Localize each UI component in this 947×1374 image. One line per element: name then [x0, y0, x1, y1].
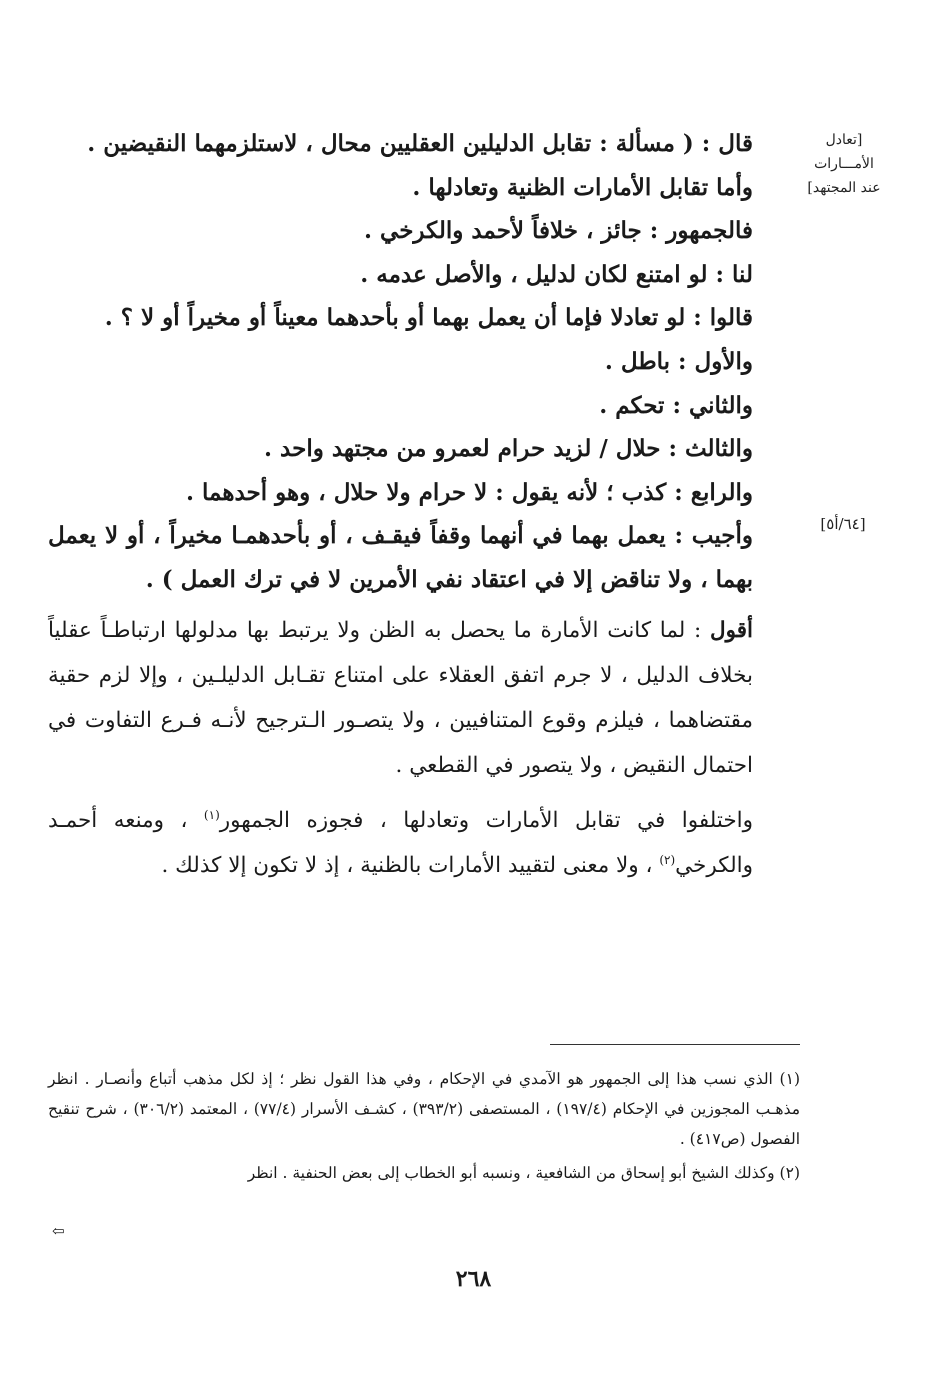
sharh-paragraph-2 [48, 798, 753, 888]
matn-line-1: قال : ( مسألة : تقابل الدليلين العقليين محال ، لاستلزمهما النقيضين . [87, 130, 753, 157]
margin-topic-line-3: عند المجتهد] [807, 180, 881, 196]
footnote-divider [550, 1044, 800, 1045]
footnote-ref-1[interactable]: (١) [203, 807, 220, 822]
footnote-2: (٢) وكذلك الشيخ أبو إسحاق من الشافعية ، ونسبه أبو الخطاب إلى بعض الحنفية . انظر [247, 1164, 800, 1182]
matn-line-5: قالوا : لو تعادلا فإما أن يعمل بهما أو بأحدهما معيناً أو مخيراً أو لا ؟ . [104, 304, 753, 332]
margin-topic-line-1: [تعادل [825, 132, 863, 148]
matn-line-4: لنا : لو امتنع لكان لدليل ، والأصل عدمه . [360, 260, 753, 288]
page-number: ٢٦٨ [455, 1266, 492, 1292]
margin-topic-line-2: الأمـــارات [814, 156, 874, 172]
matn-line-8: والثالث : حلال / لزيد حرام لعمرو من مجتهد واحد . [264, 435, 753, 463]
continuation-arrow-icon: ⇦ [52, 1222, 65, 1240]
sharh-paragraph-2-part-c: ، ولا معنى لتقييد الأمارات بالظنية ، إذ لا تكون إلا كذلك . [161, 852, 660, 878]
matn-line-6: والأول : باطل . [604, 347, 753, 375]
sharh-paragraph-2-part-a: واختلفوا في تقابل الأمارات وتعادلها ، فجوزه الجمهور [219, 807, 753, 833]
sharh-paragraph-2-part-b: ، ومنعه أحمـد والكرخي [48, 807, 753, 878]
footnote-ref-2[interactable]: (٢) [659, 852, 676, 867]
main-text-block [48, 122, 753, 888]
matn-line-3: فالجمهور : جائز ، خلافاً لأحمد والكرخي . [364, 217, 753, 245]
footnotes-block [48, 1064, 800, 1188]
matn-line-9: والرابع : كذب ؛ لأنه يقول : لا حرام ولا حلال ، وهو أحدهما . [186, 478, 753, 506]
matn-answer-paragraph: وأجيب : يعمل بهما في أنهما وقفاً فيقـف ، أو بأحدهمـا مخيراً ، أو لا يعمل بهما ، ولا تناقض إلا في اعتقاد نفي الأمرين لا في ترك العمل ) . [48, 522, 753, 593]
matn-line-2: وأما تقابل الأمارات الظنية وتعادلها . [412, 173, 753, 201]
sharh-paragraph-1 [48, 608, 753, 788]
footnote-1: (١) الذي نسب هذا إلى الجمهور هو الآمدي في الإحكام ، وفي هذا القول نظر ؛ إذ لكل مذهب أتباع وأنصـار . انظر مذهـب المجوزين في الإحكام (١٩٧/٤) ، المستصفى (٣٩٣/٢) ، كشـف الأسرار (٧٧/٤) ، المعتمد (٣٠٦/٢) ، شرح تنقيح الفصول (ص٤١٧) . [48, 1070, 801, 1148]
sharh-lead-word: أقول [710, 617, 753, 643]
margin-folio-reference: [٦٤/أ٥] [820, 515, 866, 533]
matn-line-7: والثاني : تحكم . [599, 391, 753, 419]
sharh-paragraph-1-text: : لما كانت الأمارة ما يحصل به الظن ولا يرتبط بها مدلولها ارتباطـاً عقلياً بخلاف الدليل ، لا جرم اتفق العقلاء على امتناع تقـابل الدليلـين ، وإلا لزم حقية مقتضاهما ، فيلزم وقوع المتنافيين ، ولا يتصـور الـترجيح لأنـه فـرع التفاوت في احتمال النقيض ، ولا يتصور في القطعي . [48, 617, 753, 778]
margin-topic-note [801, 128, 887, 200]
